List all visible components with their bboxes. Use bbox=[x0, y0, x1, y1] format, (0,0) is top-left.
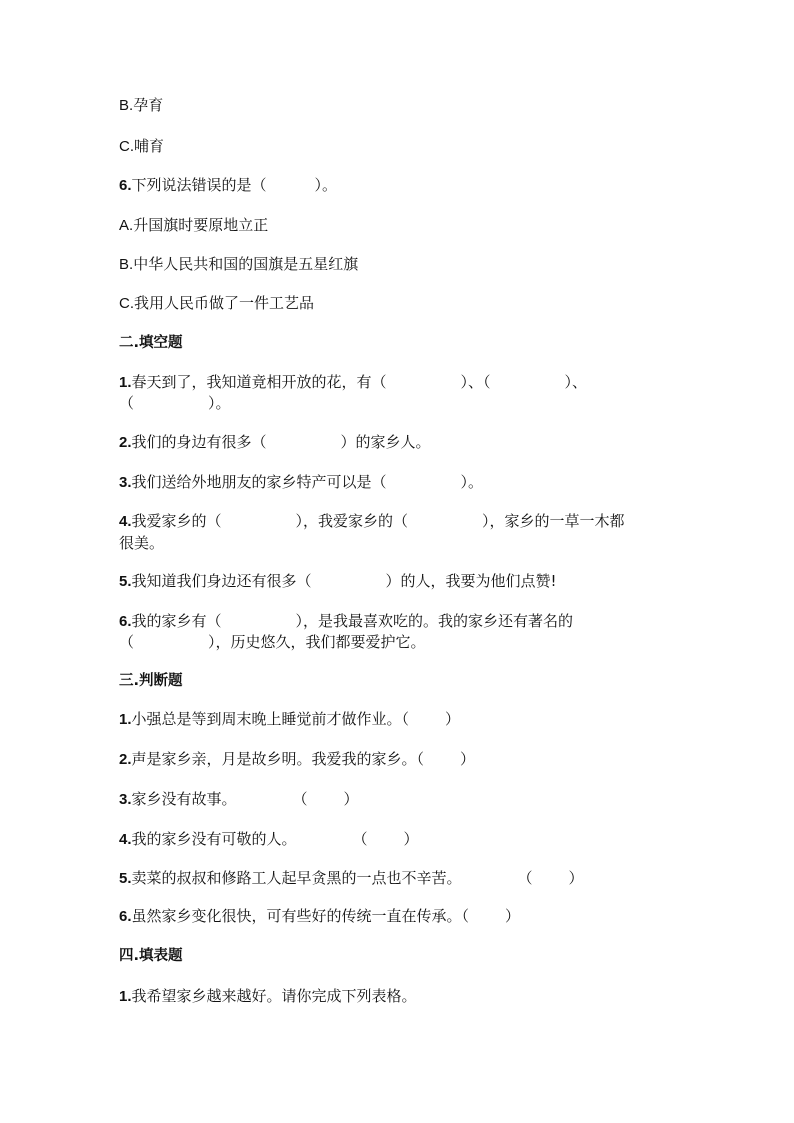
question-text: ），我爱家乡的（ bbox=[295, 512, 409, 530]
option-a bbox=[119, 215, 268, 236]
question-judge-2 bbox=[119, 749, 475, 770]
question-fill-1 bbox=[119, 372, 587, 393]
option-label: A. bbox=[119, 217, 134, 234]
option-b bbox=[119, 254, 358, 275]
question-number: 3. bbox=[119, 791, 132, 808]
question-number: 1. bbox=[119, 988, 132, 1005]
question-fill-4 bbox=[119, 511, 625, 532]
question-text: （ bbox=[119, 394, 135, 412]
option-text: 哺育 bbox=[134, 137, 165, 155]
question-number: 2. bbox=[119, 751, 132, 768]
question-number: 4. bbox=[119, 513, 132, 530]
question-text: ） bbox=[403, 830, 419, 848]
question-text: ），历史悠久，我们都要爱护它。 bbox=[208, 633, 426, 651]
question-text: ） bbox=[343, 790, 359, 808]
question-text: ）、 bbox=[564, 373, 588, 391]
question-number: 6. bbox=[119, 613, 132, 630]
question-text: （ bbox=[352, 830, 368, 848]
question-number: 5. bbox=[119, 573, 132, 590]
section-heading-table: 四.填表题 bbox=[119, 948, 183, 964]
option-text: 中华人民共和国的国旗是五星红旗 bbox=[133, 255, 359, 273]
section-heading-fill: 二.填空题 bbox=[119, 335, 183, 351]
option-label: C. bbox=[119, 138, 134, 155]
question-text: ）的家乡人。 bbox=[340, 433, 431, 451]
option-c bbox=[119, 293, 314, 314]
question-judge-4 bbox=[119, 829, 419, 850]
option-label: B. bbox=[119, 256, 134, 273]
question-text: 小强总是等到周末晚上睡觉前才做作业。（ bbox=[131, 710, 410, 728]
question-fill-1-cont bbox=[119, 393, 231, 413]
question-fill-2 bbox=[119, 432, 431, 453]
question-mc-6 bbox=[119, 175, 337, 196]
question-text: ） bbox=[568, 869, 584, 887]
question-text: 我的家乡没有可敬的人。 bbox=[131, 830, 297, 848]
question-text: 家乡没有故事。 bbox=[131, 790, 237, 808]
question-text: 我们的身边有很多（ bbox=[131, 433, 267, 451]
question-text: （ bbox=[292, 790, 308, 808]
question-number: 4. bbox=[119, 831, 132, 848]
option-b bbox=[119, 95, 163, 116]
question-text: ） bbox=[445, 710, 461, 728]
option-label: C. bbox=[119, 295, 134, 312]
question-number: 1. bbox=[119, 374, 132, 391]
question-text: ）。 bbox=[314, 176, 338, 194]
question-fill-6-cont bbox=[119, 632, 426, 652]
question-text: （ bbox=[517, 869, 533, 887]
question-number: 3. bbox=[119, 474, 132, 491]
question-judge-5 bbox=[119, 868, 584, 889]
question-text: 声是家乡亲，月是故乡明。我爱我的家乡。（ bbox=[131, 750, 425, 768]
question-text: ） bbox=[505, 907, 521, 925]
question-text: 我希望家乡越来越好。请你完成下列表格。 bbox=[131, 987, 417, 1005]
question-number: 1. bbox=[119, 711, 132, 728]
option-text: 升国旗时要原地立正 bbox=[133, 216, 269, 234]
question-text: ），家乡的一草一木都 bbox=[482, 512, 625, 530]
question-judge-1 bbox=[119, 709, 460, 730]
question-text: 我爱家乡的（ bbox=[131, 512, 222, 530]
question-text: 我的家乡有（ bbox=[131, 612, 222, 630]
question-fill-4-cont: 很美。 bbox=[119, 534, 165, 552]
question-number: 6. bbox=[119, 908, 132, 925]
option-text: 我用人民币做了一件工艺品 bbox=[134, 294, 315, 312]
question-table-1 bbox=[119, 986, 417, 1007]
question-text: ） bbox=[460, 750, 476, 768]
question-text: 下列说法错误的是（ bbox=[131, 176, 267, 194]
question-text: ）的人，我要为他们点赞! bbox=[385, 572, 557, 590]
section-heading-judge: 三.判断题 bbox=[119, 673, 183, 689]
question-judge-3 bbox=[119, 789, 359, 810]
question-text: ）。 bbox=[460, 473, 484, 491]
question-text: 我们送给外地朋友的家乡特产可以是（ bbox=[131, 473, 387, 491]
question-text: ）。 bbox=[208, 394, 231, 412]
option-c bbox=[119, 136, 164, 157]
option-label: B. bbox=[119, 97, 134, 114]
question-number: 5. bbox=[119, 870, 132, 887]
question-text: ），是我最喜欢吃的。我的家乡还有著名的 bbox=[295, 612, 574, 630]
question-number: 2. bbox=[119, 434, 132, 451]
question-text: 虽然家乡变化很快，可有些好的传统一直在传承。（ bbox=[131, 907, 470, 925]
question-fill-6 bbox=[119, 611, 573, 632]
question-fill-5 bbox=[119, 571, 557, 592]
question-number: 6. bbox=[119, 177, 132, 194]
question-judge-6 bbox=[119, 906, 520, 927]
question-text: ）、（ bbox=[460, 373, 491, 391]
question-text: 卖菜的叔叔和修路工人起早贪黑的一点也不辛苦。 bbox=[131, 869, 462, 887]
question-text: 春天到了，我知道竟相开放的花，有（ bbox=[131, 373, 387, 391]
question-text: 我知道我们身边还有很多（ bbox=[131, 572, 312, 590]
option-text: 孕育 bbox=[133, 96, 164, 114]
question-text: （ bbox=[119, 633, 135, 651]
question-fill-3 bbox=[119, 472, 483, 493]
